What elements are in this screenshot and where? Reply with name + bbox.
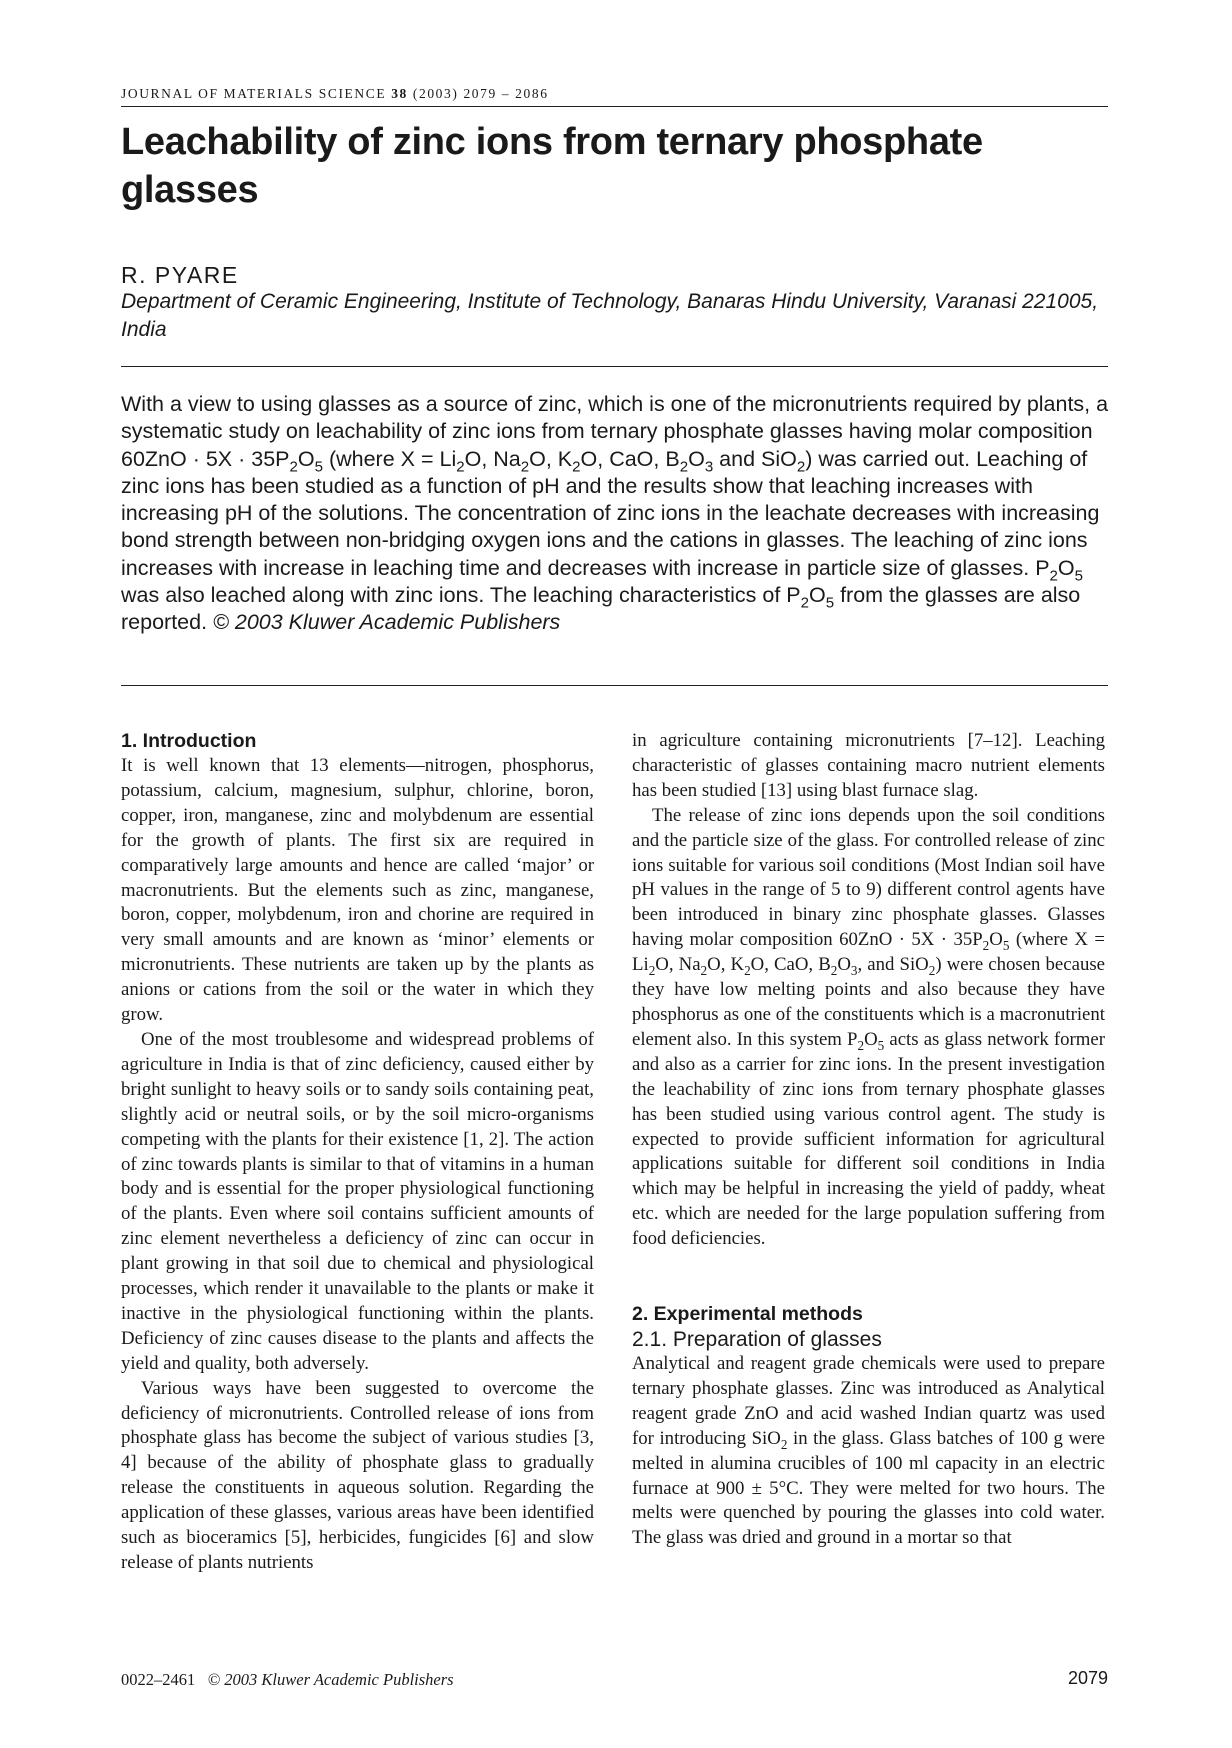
journal-pages: 2079 – 2086	[463, 86, 549, 101]
footer-issn: 0022–2461 © 2003 Kluwer Academic Publishers	[121, 1670, 454, 1689]
right-column	[632, 729, 1105, 1551]
left-column	[121, 729, 594, 1576]
intro-paragraph-1: It is well known that 13 elements—nitrogen, phosphorus, potassium, calcium, magnesium, sulphur, chlorine, boron, copper, iron, manganese, zinc and molybdenum are essential for the growth of plants. The first six are required in comparatively large amounts and hence are called ‘major’ or macronutrients. But the elements such as zinc, manganese, boron, copper, molybdenum, iron and chorine are required in very small amounts and are known as ‘minor’ elements or micronutrients. These nutrients are taken up by the plants as anions or cations from the soil or the water in which they grow.	[121, 755, 594, 1026]
author-affiliation: Department of Ceramic Engineering, Institute of Technology, Banaras Hindu University, Varanasi 221005, India	[121, 290, 1099, 341]
subsection-heading-preparation: 2.1. Preparation of glasses	[632, 1328, 882, 1352]
journal-volume: 38	[391, 86, 408, 101]
running-head	[121, 86, 1108, 107]
abstract-top-rule	[121, 366, 1108, 367]
section-heading-introduction: 1. Introduction	[121, 730, 257, 752]
intro-paragraph-4: in agriculture containing micronutrients [7–12]. Leaching characteristic of glasses containing macro nutrient elements has been studied [13] using blast furnace slag.	[632, 730, 1105, 801]
journal-year: (2003)	[412, 86, 459, 101]
article-title: Leachability of zinc ions from ternary phosphate glasses	[121, 121, 983, 211]
page-number: 2079	[1067, 1668, 1108, 1688]
author-name: R. PYARE	[121, 262, 239, 288]
abstract-copyright: © 2003 Kluwer Academic Publishers	[213, 610, 561, 635]
journal-name: JOURNAL OF MATERIALS SCIENCE	[121, 86, 387, 101]
section-heading-methods: 2. Experimental methods	[632, 1303, 863, 1326]
footer-copyright: © 2003 Kluwer Academic Publishers	[207, 1670, 454, 1689]
section-gap	[632, 1252, 1105, 1302]
abstract-bottom-rule	[121, 685, 1108, 686]
methods-paragraph-1: Analytical and reagent grade chemicals were used to prepare ternary phosphate glasses. Zinc was introduced as Analytical reagent grade ZnO and acid washed Indian quartz was used for introducing SiO$_2$ in the glass. Glass batches of 100 g were melted in alumina crucibles of 100 ml capacity in an electric furnace at 900 ± 5°C. They were melted for two hours. The melts were quenched by pouring the glasses into cold water. The glass was dried and ground in a mortar so that	[632, 1353, 1105, 1549]
abstract: With a view to using glasses as a source of zinc, which is one of the micronutrients required by plants, a systematic study on leachability of zinc ions from ternary phosphate glasses having molar composition $60ZnO \cdot 5X \cdot 35P_2O_5$ (where $X = Li_2O$, $Na_2O$, $K_2O$, CaO, $B_2O_3$ and SiO$_2$) was carried out. Leaching of zinc ions has been studied as a function of pH and the results show that leaching increases with increasing pH of the solutions. The concentration of zinc ions in the leachate decreases with increasing bond strength between non-bridging oxygen ions and the cations in glasses. The leaching of zinc ions increases with increase in leaching time and decreases with increase in particle size of glasses. $P_2O_5$ was also leached along with zinc ions. The leaching characteristics of $P_2O_5$ from the glasses are also reported. © 2003 Kluwer Academic Publishers	[121, 392, 1109, 635]
intro-paragraph-2: One of the most troublesome and widespread problems of agriculture in India is that of zinc deficiency, caused either by bright sunlight to heavy soils or to sandy soils containing peat, slightly acid or neutral soils, or by the soil micro-organisms competing with the plants for their existence [1, 2]. The action of zinc towards plants is similar to that of vitamins in a human body and is essential for the proper physiological functioning of the plants. Even where soil contains sufficient amounts of zinc element nevertheless a deficiency of zinc can occur in plant growing in that soil due to chemical and physiological processes, which render it unavailable to the plants or make it inactive in the physiological functioning within the plants. Deficiency of zinc causes disease to the plants and affects the yield and quality, both adversely.	[121, 1028, 594, 1374]
intro-paragraph-3: Various ways have been suggested to overcome the deficiency of micronutrients. Controlled release of ions from phosphate glass has become the subject of various studies [3, 4] because of the ability of phosphate glass to gradually release the constituents in aqueous solution. Regarding the application of these glasses, various areas have been identified such as bioceramics [5], herbicides, fungicides [6] and slow release of plants nutrients	[121, 1377, 594, 1573]
intro-paragraph-5: The release of zinc ions depends upon the soil conditions and the particle size of the glass. For controlled release of zinc ions suitable for various soil conditions (Most Indian soil have pH values in the range of 5 to 9) different control agents have been introduced in binary zinc phosphate glasses. Glasses having molar composition $60ZnO \cdot 5X \cdot 35P_2O_5$ (where $X = Li_2O$, $Na_2O$, $K_2O$, CaO, $B_2O_3$, and SiO$_2$) were chosen because they have low melting points and also because they have phosphorus as one of the constituents which is a macronutrient element also. In this system $P_2O_5$ acts as glass network former and also as a carrier for zinc ions. In the present investigation the leachability of zinc ions from ternary phosphate glasses has been studied using various control agent. The study is expected to provide sufficient information for agricultural applications suitable for different soil conditions in India which may be helpful in increasing the yield of paddy, wheat etc. which are needed for the large population suffering from food deficiencies.	[632, 804, 1105, 1250]
